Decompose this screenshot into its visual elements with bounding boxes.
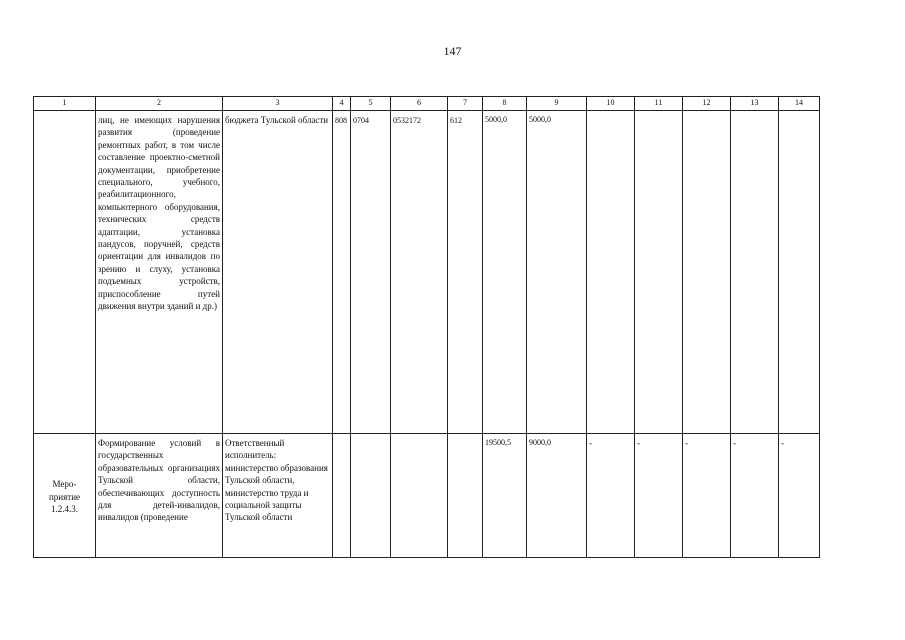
code-cell-4: [333, 434, 351, 558]
executor-text: Ответственный исполнитель: министерство образования Тульской области, министерство труда и социальной защиты Тульской области: [225, 438, 328, 523]
header-cell: 6: [391, 97, 448, 111]
header-cell: 2: [96, 97, 223, 111]
event-label: приятие: [48, 491, 81, 502]
amount-cell-8: [483, 111, 527, 434]
header-cell: 9: [527, 97, 587, 111]
amount-cell-9: [527, 111, 587, 434]
header-row: [34, 97, 820, 111]
amount-cell-8: [483, 434, 527, 558]
amount-cell-10: [587, 111, 635, 434]
amount-8: 5000,0: [485, 115, 507, 124]
header-cell: 1: [34, 97, 96, 111]
code-6: 0532172: [393, 116, 421, 125]
code-cell-6: [391, 434, 448, 558]
description-text: лиц, не имеющих нарушения развития (проведение ремонтных работ, в том числе составление проектно-сметной документации, приобретение специального, учебного, реабилитационного, компьютерного оборудования, технических средств адаптации, установка пандусов, поручней, средств ориентации для инвалидов по зрению и слуху, установка подъемных устройств, приспособление путей движения внутри зданий и др.): [98, 115, 220, 312]
amount-cell-13: [731, 111, 779, 434]
dash-10: -: [589, 438, 592, 448]
header-cell: 3: [223, 97, 333, 111]
budget-table: [33, 96, 820, 558]
header-cell: 11: [635, 97, 683, 111]
header-cell: 5: [351, 97, 391, 111]
amount-cell-10: [587, 434, 635, 558]
code-cell-6: [391, 111, 448, 434]
header-cell: 8: [483, 97, 527, 111]
amount-9: 5000,0: [529, 115, 551, 124]
code-4: 808: [335, 116, 347, 125]
event-number: 1.2.4.3.: [51, 504, 78, 515]
amount-9: 9000,0: [529, 438, 551, 447]
dash-14: -: [781, 438, 784, 448]
header-cell: 14: [779, 97, 820, 111]
header-cell: 13: [731, 97, 779, 111]
amount-cell-12: [683, 111, 731, 434]
dash-12: -: [685, 438, 688, 448]
event-cell-empty: [34, 111, 96, 434]
event-label: Меро-: [52, 479, 77, 490]
code-cell-5: [351, 434, 391, 558]
code-cell-7: [448, 111, 483, 434]
dash-13: -: [733, 438, 736, 448]
header-cell: 10: [587, 97, 635, 111]
dash-11: -: [637, 438, 640, 448]
description-cell: [96, 111, 223, 434]
description-text: Формирование условий в государственных образовательных организациях Тульской области, обеспечивающих доступность для детей-инвалидов, инвалидов (проведение: [98, 438, 220, 523]
amount-cell-9: [527, 434, 587, 558]
source-text: бюджета Тульской области: [225, 115, 329, 125]
amount-cell-14: [779, 111, 820, 434]
code-5: 0704: [353, 116, 369, 125]
description-cell: [96, 434, 223, 558]
table-row: [34, 111, 820, 434]
code-cell-5: [351, 111, 391, 434]
amount-cell-11: [635, 111, 683, 434]
header-cell: 12: [683, 97, 731, 111]
header-cell: 7: [448, 97, 483, 111]
event-cell: [34, 434, 96, 558]
page-number: 147: [443, 44, 462, 58]
code-cell-7: [448, 434, 483, 558]
header-cell: 4: [333, 97, 351, 111]
amount-cell-13: [731, 434, 779, 558]
executor-cell: [223, 434, 333, 558]
amount-cell-11: [635, 434, 683, 558]
code-7: 612: [450, 116, 462, 125]
amount-cell-12: [683, 434, 731, 558]
code-cell-4: [333, 111, 351, 434]
table-row: [34, 434, 820, 558]
amount-cell-14: [779, 434, 820, 558]
amount-8: 19500,5: [485, 438, 511, 447]
source-cell: [223, 111, 333, 434]
